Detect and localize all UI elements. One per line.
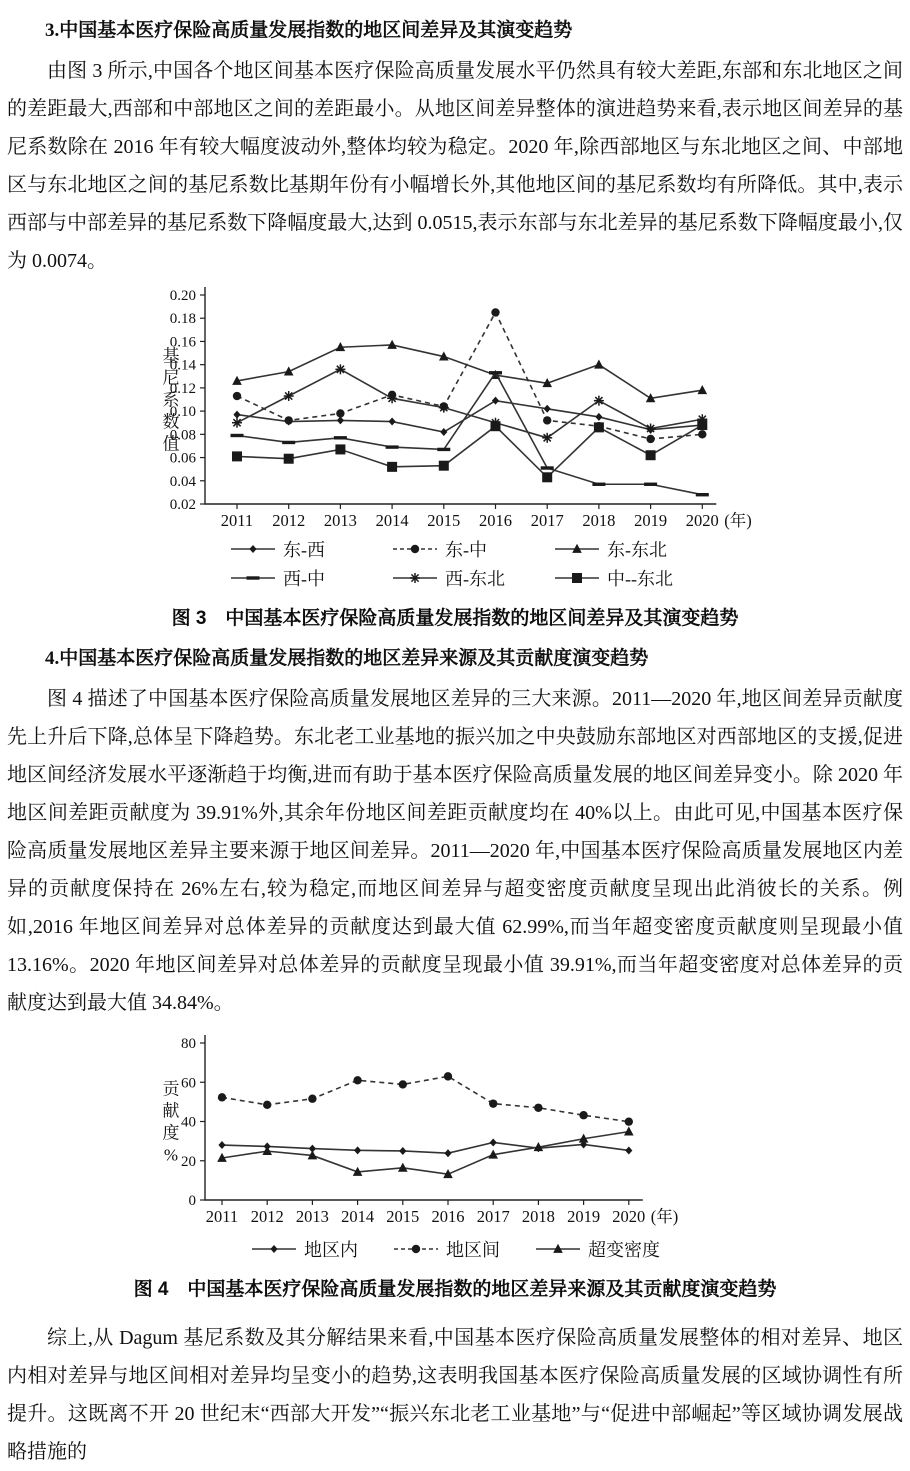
svg-text:2019: 2019 xyxy=(634,511,668,530)
svg-text:尼: 尼 xyxy=(162,368,180,388)
fig4-line-chart xyxy=(150,1030,910,1234)
triangle-marker-icon xyxy=(553,542,601,556)
paragraph-3: 综上,从 Dagum 基尼系数及其分解结果来看,中国基本医疗保险高质量发展整体的相对差异、地区内相对差异与地区间相对差异均呈变小的趋势,这表明我国基本医疗保险高质量发展的区域协调性有所提升。这既离不开 20 世纪末“西部大开发”“振兴东北老工业基地”与“促进中部崛起”等区域协调发展战略措施的 xyxy=(7,1327,903,1463)
svg-text:2015: 2015 xyxy=(427,511,461,530)
svg-text:80: 80 xyxy=(181,1036,196,1052)
diamond-marker-icon xyxy=(250,1242,298,1256)
fig3-line-chart xyxy=(150,282,910,534)
legend-item-西-中 xyxy=(229,565,357,591)
svg-text:2012: 2012 xyxy=(250,1207,284,1226)
svg-text:2013: 2013 xyxy=(295,1207,329,1226)
fig4-legend xyxy=(7,1236,903,1262)
legend-item-东-西 xyxy=(229,536,357,562)
svg-text:2014: 2014 xyxy=(341,1207,375,1226)
legend-item-东-中 xyxy=(391,536,519,562)
svg-text:贡: 贡 xyxy=(162,1079,180,1099)
series-西-东北 xyxy=(232,364,707,443)
fig4-chart-area xyxy=(150,1030,910,1234)
diamond-marker-icon xyxy=(229,542,277,556)
svg-text:2017: 2017 xyxy=(530,511,564,530)
legend-label: 超变密度 xyxy=(588,1240,660,1260)
legend-item-东-东北 xyxy=(553,536,681,562)
paragraph-1: 由图 3 所示,中国各个地区间基本医疗保险高质量发展水平仍然具有较大差距,东部和东北地区之间的差距最大,西部和中部地区之间的差距最小。从地区间差异整体的演进趋势来看,表示地区间差异的基尼系数除在 2016 年有较大幅度波动外,整体均较为稳定。2020 年,除西部地区与东北地区之间、中部地区与东北地区之间的基尼系数比基期年份有小幅增长外,其他地区间的基尼系数均有所降低。其中,表示西部与中部差异的基尼系数下降幅度最大,达到 0.0515,表示东部与东北差异的基尼系数下降幅度最小,仅为 0.0074。 xyxy=(7,60,903,272)
section-4-heading: 4.中国基本医疗保险高质量发展指数的地区差异来源及其贡献度演变趋势 xyxy=(45,648,649,669)
svg-text:2020: 2020 xyxy=(685,511,719,530)
svg-text:0.20: 0.20 xyxy=(169,288,196,304)
figure-3 xyxy=(7,282,903,630)
svg-text:60: 60 xyxy=(181,1075,196,1092)
svg-text:数: 数 xyxy=(162,412,180,432)
svg-text:2012: 2012 xyxy=(272,511,306,530)
legend-label: 地区内 xyxy=(304,1240,358,1260)
series-中--东北 xyxy=(232,420,707,482)
svg-text:0.14: 0.14 xyxy=(169,357,196,374)
series-东-东北 xyxy=(232,340,707,403)
svg-text:2018: 2018 xyxy=(521,1207,555,1226)
legend-item-地区间 xyxy=(392,1236,500,1262)
legend-item-超变密度 xyxy=(534,1236,660,1262)
legend-label: 西-中 xyxy=(283,569,325,589)
legend-row xyxy=(250,1236,660,1262)
svg-text:2014: 2014 xyxy=(375,511,409,530)
svg-text:0.12: 0.12 xyxy=(169,380,196,397)
svg-text:献: 献 xyxy=(162,1101,180,1121)
legend-label: 西-东北 xyxy=(445,569,505,589)
svg-text:2020: 2020 xyxy=(612,1207,646,1226)
section-3-heading: 3.中国基本医疗保险高质量发展指数的地区间差异及其演变趋势 xyxy=(45,20,573,41)
triangle-marker-icon xyxy=(534,1242,582,1256)
svg-text:0.16: 0.16 xyxy=(169,334,196,351)
svg-text:(年): (年) xyxy=(724,511,752,530)
fig3-caption: 图 3 中国基本医疗保险高质量发展指数的地区间差异及其演变趋势 xyxy=(171,608,739,629)
svg-text:(年): (年) xyxy=(650,1207,679,1226)
fig4-caption: 图 4 中国基本医疗保险高质量发展指数的地区差异来源及其贡献度演变趋势 xyxy=(133,1279,777,1300)
legend-row xyxy=(229,536,681,562)
svg-text:系: 系 xyxy=(162,390,180,410)
series-东-西 xyxy=(233,397,706,436)
svg-text:度: 度 xyxy=(162,1123,180,1143)
svg-text:40: 40 xyxy=(181,1114,196,1131)
svg-text:0.10: 0.10 xyxy=(169,404,196,421)
paragraph-2: 图 4 描述了中国基本医疗保险高质量发展地区差异的三大来源。2011—2020 年,地区间差异贡献度先上升后下降,总体呈下降趋势。东北老工业基地的振兴加之中央鼓励东部地区对西部地区的支援,促进地区间经济发展水平逐渐趋于均衡,进而有助于基本医疗保险高质量发展的地区间差异变小。除 2020 年地区间差距贡献度为 39.91%外,其余年份地区间差距贡献度均在 40%以上。由此可见,中国基本医疗保险高质量发展地区差异主要来源于地区间差异。2011—2020 年,中国基本医疗保险高质量发展地区内差异的贡献度保持在 26%左右,较为稳定,而地区间差异与超变密度贡献度呈现出此消彼长的关系。例如,2016 年地区间差异对总体差异的贡献度达到最大值 62.99%,而当年超变密度贡献度则呈现最小值 13.16%。2020 年地区间差异对总体差异的贡献度呈现最小值 39.91%,而当年超变密度对总体差异的贡献度达到最大值 34.84%。 xyxy=(7,688,903,1014)
svg-text:0.02: 0.02 xyxy=(169,497,196,513)
svg-text:2017: 2017 xyxy=(476,1207,510,1226)
svg-text:基: 基 xyxy=(162,346,180,366)
dash-marker-icon xyxy=(229,571,277,585)
fig3-legend xyxy=(7,536,903,591)
series-地区间 xyxy=(218,1072,633,1126)
figure-4 xyxy=(7,1030,903,1301)
svg-text:2011: 2011 xyxy=(205,1207,239,1226)
series-东-中 xyxy=(233,308,707,443)
circle-marker-icon xyxy=(392,1242,440,1256)
svg-text:2016: 2016 xyxy=(431,1207,465,1226)
svg-text:0.04: 0.04 xyxy=(169,473,196,490)
svg-text:2018: 2018 xyxy=(582,511,616,530)
svg-text:0.18: 0.18 xyxy=(169,311,196,328)
legend-row xyxy=(229,565,681,591)
svg-text:2019: 2019 xyxy=(567,1207,601,1226)
legend-label: 地区间 xyxy=(446,1240,500,1260)
circle-marker-icon xyxy=(391,542,439,556)
legend-label: 东-西 xyxy=(283,540,325,560)
svg-text:0.06: 0.06 xyxy=(169,450,196,467)
svg-text:2013: 2013 xyxy=(323,511,357,530)
svg-text:0.08: 0.08 xyxy=(169,427,196,444)
svg-text:2016: 2016 xyxy=(479,511,512,530)
svg-text:0: 0 xyxy=(188,1193,196,1209)
fig3-chart-area xyxy=(150,282,910,534)
legend-label: 中--东北 xyxy=(607,569,673,589)
legend-item-中--东北 xyxy=(553,565,681,591)
legend-label: 东-东北 xyxy=(607,540,667,560)
legend-item-地区内 xyxy=(250,1236,358,1262)
legend-item-西-东北 xyxy=(391,565,519,591)
svg-text:值: 值 xyxy=(162,434,180,454)
svg-text:2011: 2011 xyxy=(220,511,254,530)
svg-text:%: % xyxy=(163,1145,179,1165)
legend-label: 东-中 xyxy=(445,540,487,560)
svg-text:20: 20 xyxy=(181,1153,196,1170)
square-marker-icon xyxy=(553,571,601,585)
svg-text:2015: 2015 xyxy=(386,1207,420,1226)
star-marker-icon xyxy=(391,571,439,585)
